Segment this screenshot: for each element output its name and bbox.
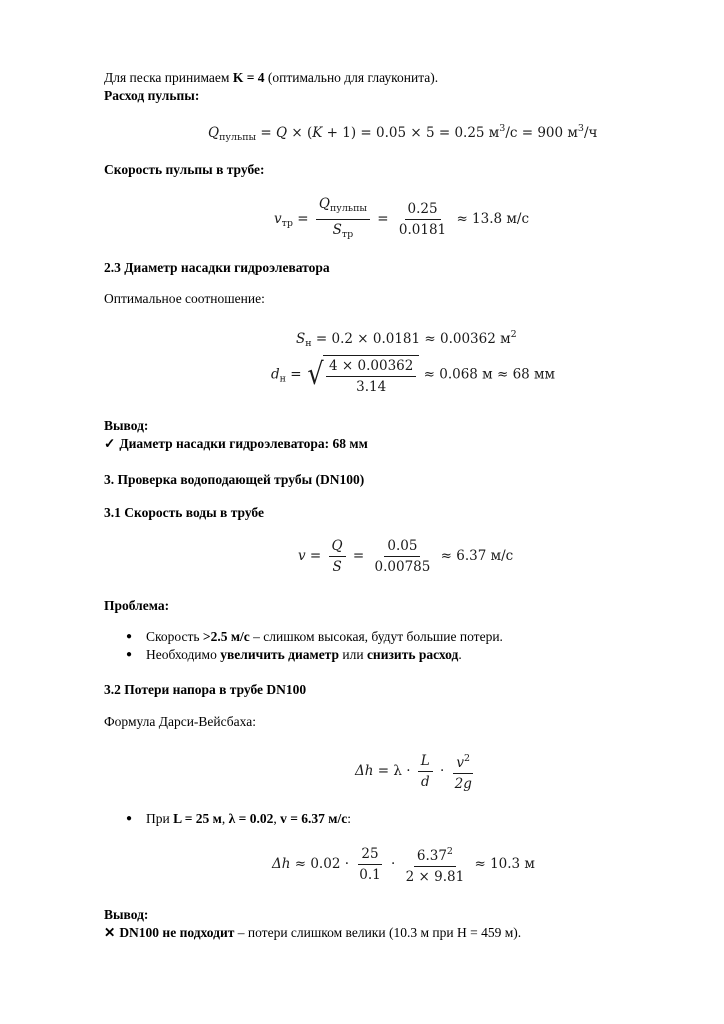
- darcy-formula-label: Формула Дарси-Вейсбаха:: [104, 714, 256, 729]
- parameters-item: При L = 25 м, λ = 0.02, v = 6.37 м/с:: [146, 811, 351, 826]
- section-3-heading: 3. Проверка водоподающей трубы (DN100): [104, 472, 365, 487]
- bullet-icon: ●: [126, 813, 133, 824]
- pulp-speed-formula: $v_{тр}$ = $\frac{Q_{пульпы}}{S_{тр}}$ = $\frac{0.25}{0.0181}$ ≈ 13.8 м/с: [274, 196, 530, 240]
- conclusion-1-label: Вывод:: [104, 418, 149, 433]
- section-3-1-heading: 3.1 Скорость воды в трубе: [104, 505, 264, 520]
- cross-icon: ✕: [104, 925, 116, 940]
- bullet-icon: ●: [126, 631, 133, 642]
- pulp-flow-heading: Расход пульпы:: [104, 88, 200, 103]
- conclusion-2-text: – потери слишком велики (10.3 м при H = 459 м).: [234, 925, 522, 940]
- optimal-ratio-text: Оптимальное соотношение:: [104, 291, 265, 306]
- checkmark-icon: ✓: [104, 436, 116, 451]
- head-loss-calculation: Δh ≈ 0.02 · $\frac{25}{0.1}$ · $\frac{6.37^2}{2 \times 9.81}$ ≈ 10.3 м: [272, 846, 535, 885]
- section-2-3-heading: 2.3 Диаметр насадки гидроэлеватора: [104, 260, 330, 275]
- water-speed-formula: v = $\frac{Q}{S}$ = $\frac{0.05}{0.00785}$ ≈ 6.37 м/с: [298, 538, 514, 575]
- conclusion-1-text: Диаметр насадки гидроэлеватора: 68 мм: [119, 436, 368, 451]
- bullet-icon: ●: [126, 649, 133, 660]
- sand-note: (оптимально для глауконита).: [264, 70, 439, 85]
- problem-item-solution: Необходимо увеличить диаметр или снизить расход.: [146, 647, 462, 662]
- problem-item-speed: Скорость >2.5 м/с – слишком высокая, будут большие потери.: [146, 629, 503, 644]
- conclusion-1-line: [104, 436, 368, 452]
- sand-text: Для песка принимаем: [104, 70, 233, 85]
- pulp-speed-heading: Скорость пульпы в трубе:: [104, 162, 265, 177]
- nozzle-diameter-formula: $d_н$ = √ $\frac{4 \times 0.00362}{3.14}$ ≈ 0.068 м ≈ 68 мм: [271, 357, 556, 395]
- conclusion-2-label: Вывод:: [104, 907, 149, 922]
- sand-coefficient-line: [104, 70, 438, 86]
- nozzle-area-formula: $S_н = 0.2 \times 0.0181 \approx 0.00362$ $м^2$: [296, 329, 517, 349]
- section-3-2-heading: 3.2 Потери напора в трубе DN100: [104, 682, 307, 697]
- darcy-weisbach-formula: Δh = λ · $\frac{L}{d}$ · $\frac{v^2}{2g}$: [355, 753, 472, 792]
- conclusion-2-line: [104, 925, 521, 941]
- conclusion-2-verdict: DN100 не подходит: [119, 925, 235, 940]
- k-value: K = 4: [232, 70, 265, 85]
- problem-label: Проблема:: [104, 598, 170, 613]
- pulp-flow-formula: $Q_{пульпы} = Q \times (K + 1) = 0.05 \times 5 = 0.25$ $м^3/с = 900$ $м^3/ч$: [208, 123, 598, 143]
